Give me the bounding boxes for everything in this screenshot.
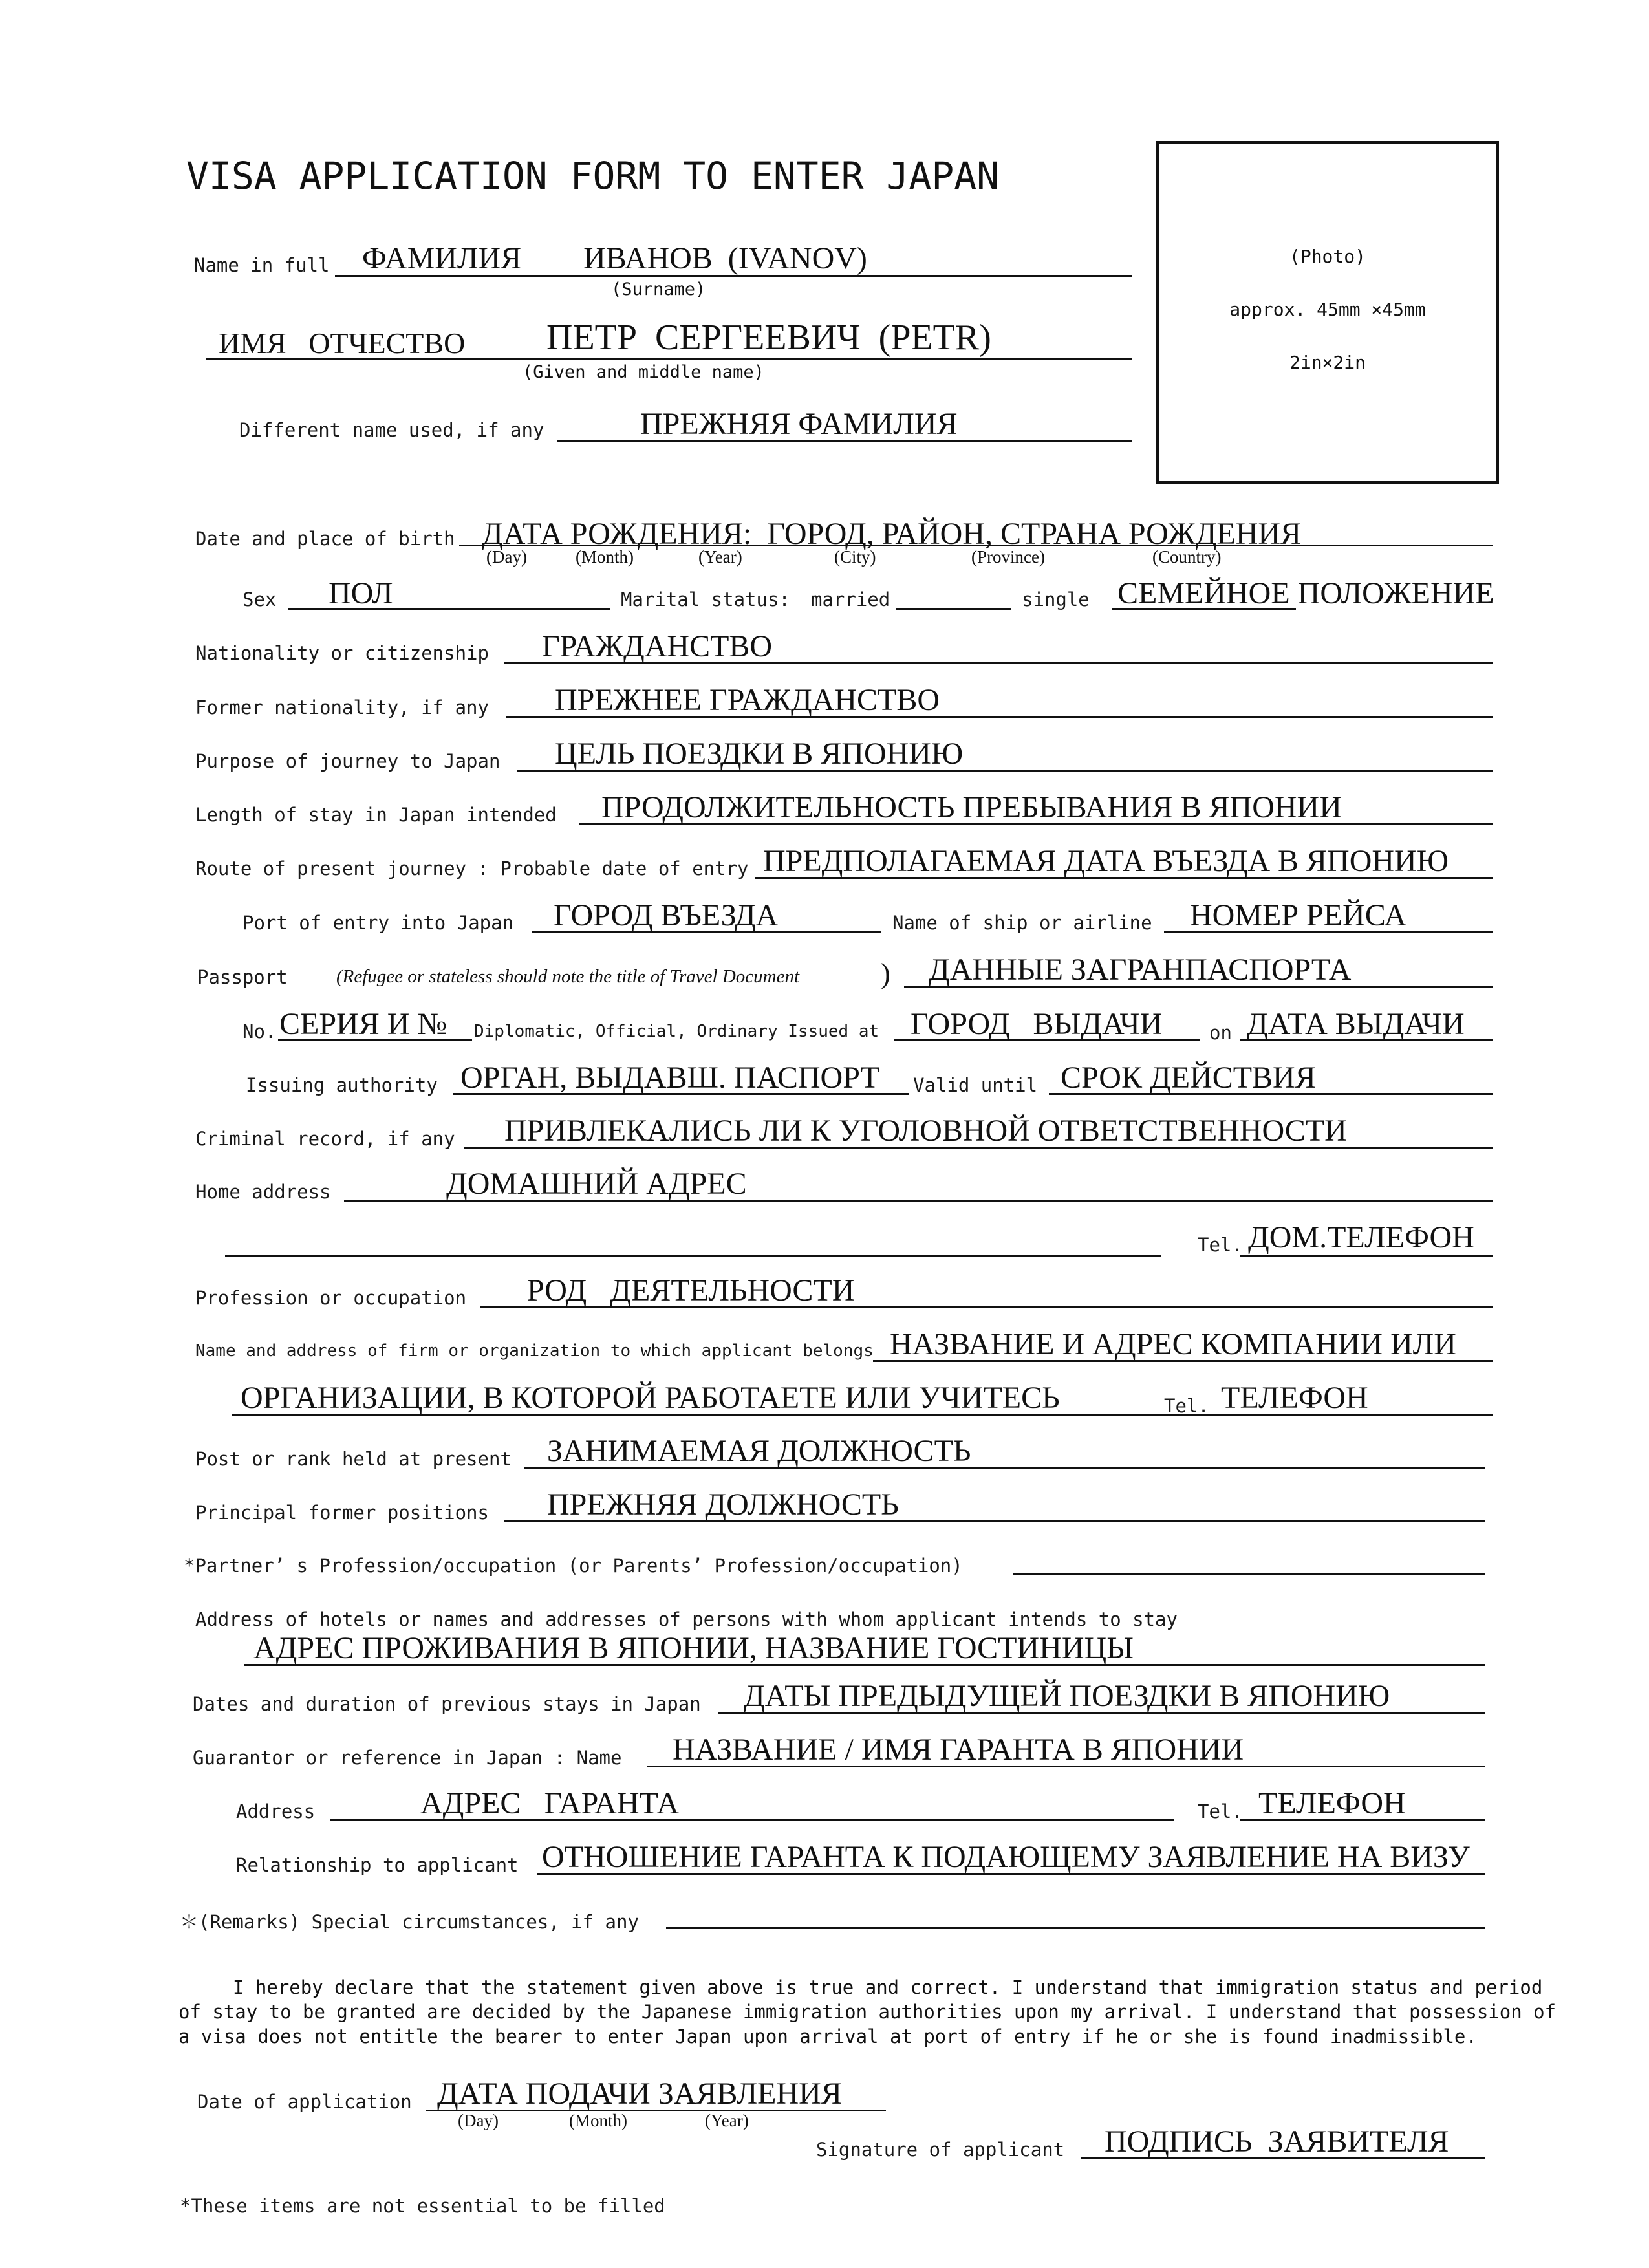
criminal-label: Criminal record, if any	[195, 1128, 455, 1150]
marital-single: single	[1022, 589, 1090, 610]
remarks-line[interactable]	[666, 1927, 1485, 1929]
guarantor-value[interactable]: НАЗВАНИЕ / ИМЯ ГАРАНТА В ЯПОНИИ	[673, 1733, 1244, 1767]
passport-label: Passport	[197, 966, 288, 988]
given-hint: (Given and middle name)	[523, 362, 764, 382]
home-value[interactable]: ДОМАШНИЙ АДРЕС	[446, 1167, 747, 1201]
birth-hint-month: (Month)	[576, 547, 634, 567]
guarantor-tel-label: Tel.	[1198, 1800, 1243, 1822]
ship-value[interactable]: НОМЕР РЕЙСА	[1190, 898, 1406, 933]
hotels-label: Address of hotels or names and addresses of persons with whom applicant intends to stay	[195, 1608, 1178, 1630]
marital-value[interactable]: СЕМЕЙНОЕ ПОЛОЖЕНИЕ	[1117, 576, 1494, 610]
declaration-line-1: I hereby declare that the statement given above is true and correct. I understand that immigration status and period	[233, 1976, 1543, 1998]
guarantor-label: Guarantor or reference in Japan : Name	[193, 1747, 622, 1769]
footnote: *These items are not essential to be filled	[180, 2195, 665, 2217]
home-tel-value[interactable]: ДОМ.ТЕЛЕФОН	[1248, 1220, 1474, 1255]
birth-hint-year: (Year)	[698, 547, 742, 567]
purpose-label: Purpose of journey to Japan	[195, 750, 501, 772]
valid-until-label: Valid until	[913, 1074, 1038, 1096]
firm-value-2[interactable]: ОРГАНИЗАЦИИ, В КОТОРОЙ РАБОТАЕТЕ ИЛИ УЧИТЕСЬ	[241, 1381, 1060, 1415]
purpose-value[interactable]: ЦЕЛЬ ПОЕЗДКИ В ЯПОНИЮ	[555, 737, 964, 771]
ship-label: Name of ship or airline	[892, 912, 1152, 934]
relationship-label: Relationship to applicant	[236, 1854, 519, 1876]
relationship-value[interactable]: ОТНОШЕНИЕ ГАРАНТА К ПОДАЮЩЕМУ ЗАЯВЛЕНИЕ НА ВИЗУ	[542, 1840, 1470, 1874]
declaration-line-2: of stay to be granted are decided by the Japanese immigration authorities upon my arrival. I understand that possession of	[178, 2001, 1557, 2023]
issuing-authority-value[interactable]: ОРГАН, ВЫДАВШ. ПАСПОРТ	[460, 1061, 879, 1095]
page-title: VISA APPLICATION FORM TO ENTER JAPAN	[186, 154, 1000, 198]
firm-label: Name and address of firm or organization to which applicant belongs	[195, 1341, 874, 1361]
birth-label: Date and place of birth	[195, 528, 455, 550]
route-label: Route of present journey : Probable date of entry	[195, 858, 749, 880]
previous-label: Dates and duration of previous stays in Japan	[193, 1693, 701, 1715]
photo-size-in: 2in×2in	[1289, 352, 1366, 373]
application-hint-day: (Day)	[458, 2111, 499, 2130]
partner-line[interactable]	[1013, 1573, 1485, 1575]
application-date-value[interactable]: ДАТА ПОДАЧИ ЗАЯВЛЕНИЯ	[437, 2077, 842, 2111]
birth-hint-city: (City)	[834, 547, 876, 567]
former-positions-value[interactable]: ПРЕЖНЯЯ ДОЛЖНОСТЬ	[547, 1487, 899, 1522]
passport-value[interactable]: ДАННЫЕ ЗАГРАНПАСПОРТА	[929, 953, 1352, 987]
guarantor-address-value[interactable]: АДРЕС ГАРАНТА	[420, 1786, 680, 1820]
on-value[interactable]: ДАТА ВЫДАЧИ	[1247, 1007, 1465, 1041]
signature-value[interactable]: ПОДПИСЬ ЗАЯВИТЕЛЯ	[1105, 2124, 1449, 2159]
marital-label: Marital status:	[621, 589, 790, 610]
birth-hint-day: (Day)	[486, 547, 527, 567]
home-tel-label: Tel.	[1198, 1234, 1243, 1256]
former-nationality-label: Former nationality, if any	[195, 697, 489, 718]
surname-value[interactable]: ФАМИЛИЯ ИВАНОВ (IVANOV)	[362, 241, 867, 275]
sex-label: Sex	[242, 589, 277, 610]
nationality-label: Nationality or citizenship	[195, 642, 489, 664]
firm-tel-label: Tel.	[1164, 1395, 1209, 1417]
former-positions-label: Principal former positions	[195, 1502, 489, 1524]
passport-note-paren: )	[881, 958, 890, 989]
previous-value[interactable]: ДАТЫ ПРЕДЫДУЩЕЙ ПОЕЗДКИ В ЯПОНИЮ	[744, 1679, 1390, 1713]
route-value[interactable]: ПРЕДПОЛАГАЕМАЯ ДАТА ВЪЕЗДА В ЯПОНИЮ	[763, 844, 1449, 878]
profession-label: Profession or occupation	[195, 1287, 467, 1309]
home-label: Home address	[195, 1181, 331, 1203]
passport-no-value[interactable]: СЕРИЯ И №	[279, 1007, 447, 1041]
application-date-label: Date of application	[197, 2091, 412, 2113]
surname-hint: (Surname)	[611, 279, 706, 299]
issuing-authority-label: Issuing authority	[246, 1074, 438, 1096]
sex-value[interactable]: ПОЛ	[329, 576, 393, 610]
valid-until-value[interactable]: СРОК ДЕЙСТВИЯ	[1061, 1061, 1316, 1095]
different-name-label: Different name used, if any	[239, 419, 544, 441]
guarantor-address-label: Address	[236, 1800, 316, 1822]
passport-no-label: No.	[242, 1021, 277, 1042]
marital-married: married	[811, 589, 890, 610]
birth-hint-province: (Province)	[971, 547, 1045, 567]
port-label: Port of entry into Japan	[242, 912, 514, 934]
former-nationality-value[interactable]: ПРЕЖНЕЕ ГРАЖДАНСТВО	[555, 683, 940, 717]
nationality-value[interactable]: ГРАЖДАНСТВО	[542, 629, 773, 664]
signature-label: Signature of applicant	[816, 2139, 1065, 2161]
home-line-2	[225, 1255, 1161, 1257]
different-name-value[interactable]: ПРЕЖНЯЯ ФАМИЛИЯ	[640, 407, 958, 441]
declaration-line-3: a visa does not entitle the bearer to enter Japan upon arrival at port of entry if he or she is found inadmissible.	[178, 2025, 1477, 2047]
profession-value[interactable]: РОД ДЕЯТЕЛЬНОСТИ	[527, 1273, 855, 1308]
firm-value-1[interactable]: НАЗВАНИЕ И АДРЕС КОМПАНИИ ИЛИ	[890, 1327, 1456, 1361]
application-hint-year: (Year)	[705, 2111, 749, 2130]
port-value[interactable]: ГОРОД ВЪЕЗДА	[554, 898, 779, 933]
issued-at-value[interactable]: ГОРОД ВЫДАЧИ	[911, 1007, 1163, 1041]
name-label: Name in full	[194, 254, 330, 276]
post-value[interactable]: ЗАНИМАЕМАЯ ДОЛЖНОСТЬ	[547, 1434, 971, 1468]
birth-value[interactable]: ДАТА РОЖДЕНИЯ: ГОРОД, РАЙОН, СТРАНА РОЖДЕНИЯ	[482, 517, 1302, 551]
remarks-label: ＊(Remarks) Special circumstances, if any	[180, 1911, 639, 1933]
passport-type-label: Diplomatic, Official, Ordinary Issued at	[474, 1022, 879, 1041]
length-value[interactable]: ПРОДОЛЖИТЕЛЬНОСТЬ ПРЕБЫВАНИЯ В ЯПОНИИ	[601, 790, 1342, 825]
criminal-value[interactable]: ПРИВЛЕКАЛИСЬ ЛИ К УГОЛОВНОЙ ОТВЕТСТВЕННОСТИ	[504, 1114, 1347, 1148]
firm-tel-value[interactable]: ТЕЛЕФОН	[1221, 1381, 1368, 1415]
given-prefix: ИМЯ ОТЧЕСТВО	[219, 327, 466, 360]
application-hint-month: (Month)	[569, 2111, 627, 2130]
guarantor-tel-value[interactable]: ТЕЛЕФОН	[1258, 1786, 1406, 1820]
married-line	[896, 608, 1011, 610]
partner-label: *Partner’ s Profession/occupation (or Parents’ Profession/occupation)	[184, 1555, 963, 1577]
hotels-value[interactable]: АДРЕС ПРОЖИВАНИЯ В ЯПОНИИ, НАЗВАНИЕ ГОСТИНИЦЫ	[253, 1631, 1134, 1665]
post-label: Post or rank held at present	[195, 1448, 512, 1470]
on-label: on	[1209, 1022, 1232, 1044]
photo-size-mm: approx. 45mm ×45mm	[1229, 299, 1426, 320]
length-label: Length of stay in Japan intended	[195, 804, 557, 826]
photo-label: (Photo)	[1289, 246, 1366, 267]
photo-box	[1156, 141, 1499, 484]
passport-note: (Refugee or stateless should note the title of Travel Document	[336, 966, 800, 987]
birth-hint-country: (Country)	[1152, 547, 1222, 567]
given-value[interactable]: ПЕТР СЕРГЕЕВИЧ (PETR)	[546, 318, 991, 358]
